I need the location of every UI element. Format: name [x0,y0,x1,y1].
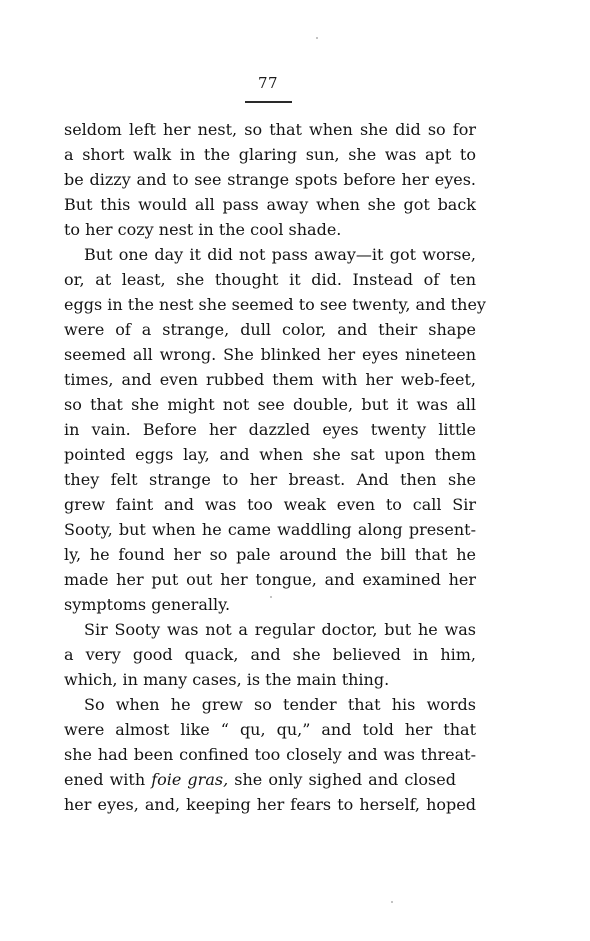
text-segment: ened with [64,770,152,789]
text-line: were almost like “ qu, qu,” and told her that [64,720,476,739]
text-line: which, in many cases, is the main thing. [64,670,390,689]
text-line: her eyes, and, keeping her fears to herself, hoped [64,795,476,814]
text-line: so that she might not see double, but it was all [64,395,476,414]
text-line: she had been confined too closely and was threat- [64,745,476,764]
paragraph-start: So when he grew so tender that his words [84,695,476,714]
text-line: or, at least, she thought it did. Instead of ten [64,270,476,289]
text-line: be dizzy and to see strange spots before her eyes. [64,170,476,189]
text-line: eggs in the nest she seemed to see twenty, and they [64,295,486,314]
text-line: in vain. Before her dazzled eyes twenty little [64,420,476,439]
text-segment: she only sighed and closed [228,770,456,789]
text-line: symptoms generally. [64,595,231,614]
text-line: they felt strange to her breast. And then she [64,470,476,489]
body-text [64,117,486,817]
text-line: times, and even rubbed them with her web-feet, [64,370,476,389]
text-line: grew faint and was too weak even to call Sir [64,495,476,514]
text-line: seldom left her nest, so that when she did so for [64,120,476,139]
text-line: But this would all pass away when she got back [64,195,476,214]
paragraph-start: Sir Sooty was not a regular doctor, but he was [84,620,476,639]
text-line: Sooty, but when he came waddling along present- [64,520,476,539]
paper-speck [391,901,393,903]
italic-phrase: foie gras, [151,770,229,789]
text-line: ly, he found her so pale around the bill that he [64,545,476,564]
page-number: 77 [257,74,279,92]
paragraph-start: But one day it did not pass away—it got worse, [84,245,476,264]
text-line: pointed eggs lay, and when she sat upon them [64,445,476,464]
text-line: seemed all wrong. She blinked her eyes nineteen [64,345,476,364]
text-line: to her cozy nest in the cool shade. [64,220,342,239]
text-line: made her put out her tongue, and examined her [64,570,476,589]
text-line: a very good quack, and she believed in him, [64,645,476,664]
text-line-with-italic [64,767,476,792]
paper-speck [270,596,272,598]
page-number-rule [245,101,292,103]
paper-speck [316,37,318,39]
text-line: were of a strange, dull color, and their shape [64,320,476,339]
text-line: a short walk in the glaring sun, she was apt to [64,145,476,164]
